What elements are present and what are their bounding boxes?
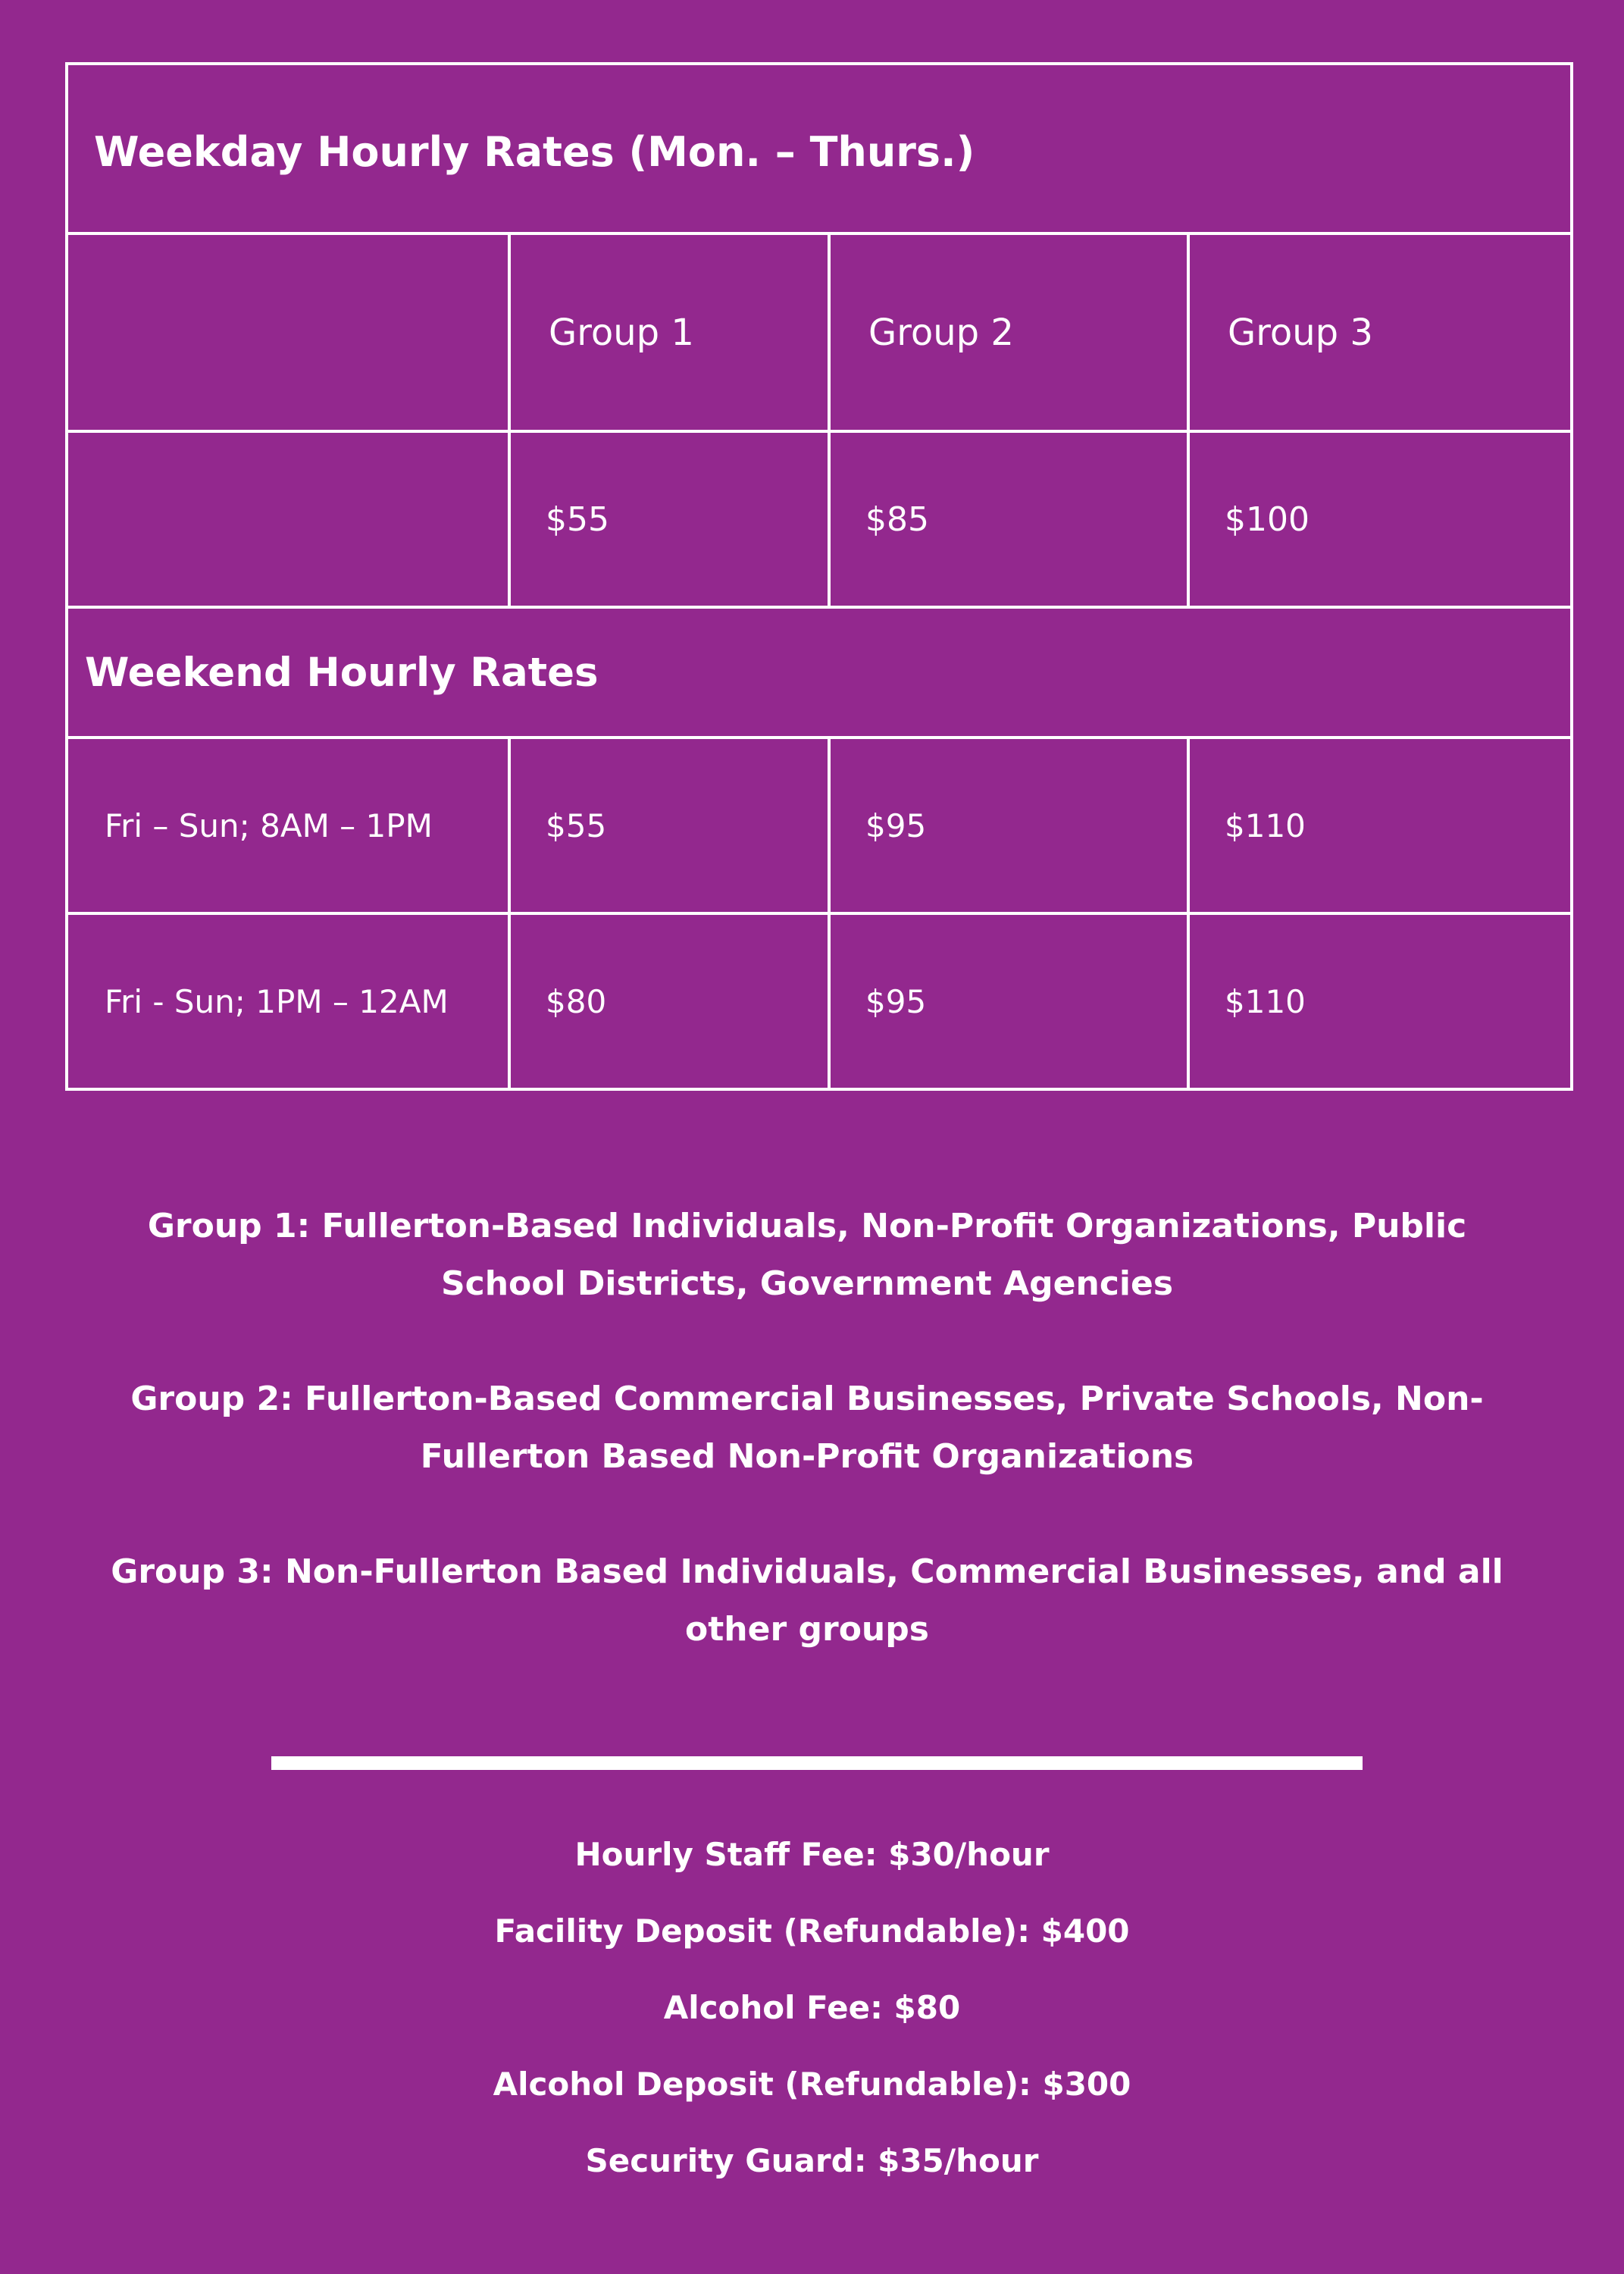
rates-table [65, 62, 1573, 1091]
weekday-rates-row [67, 431, 1572, 607]
group-header-row [67, 233, 1572, 431]
weekend-morning-group-3-rate: $110 [1188, 738, 1572, 913]
weekday-group-1-rate: $55 [509, 431, 829, 607]
group-3-header: Group 3 [1188, 233, 1572, 431]
empty-label-cell [67, 431, 509, 607]
fee-list [0, 1832, 1624, 2215]
facility-deposit: Facility Deposit (Refundable): $400 [494, 1912, 1130, 1950]
alcohol-deposit: Alcohol Deposit (Refundable): $300 [493, 2066, 1131, 2103]
group-1-header: Group 1 [509, 233, 829, 431]
group-2-header: Group 2 [829, 233, 1188, 431]
security-guard-fee: Security Guard: $35/hour [585, 2142, 1039, 2179]
weekend-rates-title: Weekend Hourly Rates [67, 607, 1572, 738]
group-2-definition: Group 2: Fullerton-Based Commercial Businesses, Private Schools, Non-Fullerton Based Non-Profit Organizations [130, 1380, 1484, 1476]
weekday-title-row [67, 64, 1572, 233]
group-3-definition: Group 3: Non-Fullerton Based Individuals, Commercial Businesses, and all other groups [111, 1552, 1504, 1649]
weekend-evening-group-1-rate: $80 [509, 913, 829, 1089]
alcohol-fee: Alcohol Fee: $80 [663, 1989, 961, 2026]
weekday-rates-title: Weekday Hourly Rates (Mon. – Thurs.) [67, 64, 1572, 233]
weekend-evening-group-2-rate: $95 [829, 913, 1188, 1089]
weekend-morning-row [67, 738, 1572, 913]
weekend-morning-group-2-rate: $95 [829, 738, 1188, 913]
section-divider [271, 1756, 1363, 1770]
weekday-group-3-rate: $100 [1188, 431, 1572, 607]
weekend-evening-row [67, 913, 1572, 1089]
weekend-evening-group-3-rate: $110 [1188, 913, 1572, 1089]
hourly-staff-fee: Hourly Staff Fee: $30/hour [574, 1836, 1050, 1873]
weekend-title-row [67, 607, 1572, 738]
group-1-definition: Group 1: Fullerton-Based Individuals, Non-Profit Organizations, Public School Districts, Government Agencies [147, 1207, 1467, 1303]
weekend-morning-group-1-rate: $55 [509, 738, 829, 913]
empty-header-cell [67, 233, 509, 431]
weekend-evening-label: Fri - Sun; 1PM – 12AM [67, 913, 509, 1089]
weekday-group-2-rate: $85 [829, 431, 1188, 607]
weekend-morning-label: Fri – Sun; 8AM – 1PM [67, 738, 509, 913]
group-definitions [99, 1198, 1516, 1716]
